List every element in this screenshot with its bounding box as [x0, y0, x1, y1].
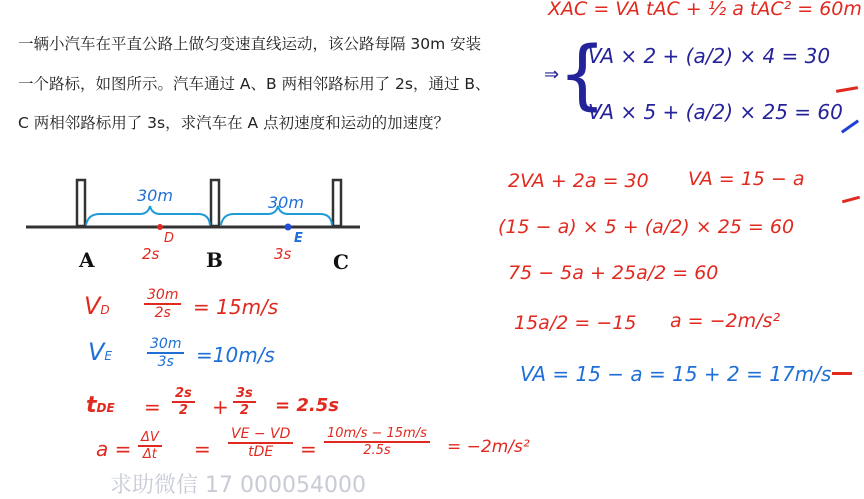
- brace-ab: [86, 206, 210, 225]
- ve-lhs: VE: [88, 338, 113, 366]
- tde-result: = 2.5s: [275, 395, 339, 416]
- label-e: E: [294, 231, 303, 246]
- margin-mark-4: [832, 372, 852, 375]
- tde-fraction-b: $\frac{3s}{2}$: [233, 386, 256, 418]
- post-c: [333, 180, 341, 226]
- tde-fraction-a: $\frac{2s}{2}$: [172, 386, 195, 418]
- ve-result: =10m/s: [196, 343, 275, 367]
- vd-fraction: $\frac{30m}{2s}$: [144, 287, 181, 321]
- accel-equals-2: =: [300, 437, 317, 461]
- point-e: [285, 224, 292, 231]
- system-brace: {: [558, 29, 607, 118]
- label-d: D: [164, 231, 175, 246]
- problem-line-3: C 两相邻路标用了 3s，求汽车在 A 点初速度和运动的加速度？: [18, 114, 450, 132]
- xac-equation: XAC = VA tAC + ½ a tAC² = 60m: [548, 0, 862, 20]
- dist-ab-label: 30m: [137, 186, 173, 205]
- margin-mark-2: [841, 120, 859, 134]
- eq-step-6: 15a/2 = −15: [514, 312, 637, 334]
- margin-mark-1: [836, 86, 858, 93]
- accel-result: = −2m/s²: [447, 437, 530, 457]
- vd-result: = 15m/s: [193, 295, 279, 319]
- label-b: B: [206, 248, 223, 272]
- margin-mark-3: [842, 196, 860, 204]
- tde-lhs: tDE: [86, 393, 115, 418]
- eq-step-3b: VA = 15 − a: [688, 168, 805, 190]
- accel-fraction-3: $\frac{10m/s - 15m/s}{2.5s}$: [324, 426, 430, 458]
- eq-step-4: (15 − a) × 5 + (a/2) × 25 = 60: [498, 216, 795, 238]
- watermark: 求助微信 17 000054000: [110, 473, 366, 498]
- tde-equals: =: [144, 395, 161, 419]
- ve-fraction: $\frac{30m}{3s}$: [147, 336, 184, 370]
- time-e: 3s: [274, 245, 292, 263]
- eq-step-5: 75 − 5a + 25a/2 = 60: [508, 262, 719, 284]
- problem-line-1: 一辆小汽车在平直公路上做匀变速直线运动，该公路每隔 30m 安装: [18, 35, 482, 53]
- point-d: [157, 224, 163, 230]
- accel-fraction-2: VE − VD tDE: [228, 426, 293, 460]
- accel-lhs: a =: [96, 437, 132, 461]
- eq-step-7: VA = 15 − a = 15 + 2 = 17m/s: [520, 362, 832, 386]
- eq-step-6b: a = −2m/s²: [670, 310, 781, 332]
- dist-bc-label: 30m: [268, 193, 304, 212]
- implies-arrow: ⇒: [544, 64, 560, 85]
- problem-line-2: 一个路标，如图所示。汽车通过 A、B 两相邻路标用了 2s，通过 B、: [18, 75, 491, 93]
- label-a: A: [79, 248, 95, 272]
- accel-equals-1: =: [194, 437, 211, 461]
- eq-step-3: 2VA + 2a = 30: [508, 170, 649, 192]
- system-eq-1: VA × 2 + (a/2) × 4 = 30: [588, 44, 831, 68]
- tde-plus: +: [212, 395, 229, 419]
- accel-fraction-1: $\frac{\Delta V}{\Delta t}$: [138, 430, 162, 462]
- vd-lhs: VD: [84, 292, 110, 320]
- post-a: [77, 180, 85, 226]
- label-c: C: [333, 250, 349, 274]
- post-b: [211, 180, 219, 226]
- time-d: 2s: [142, 245, 160, 263]
- system-eq-2: VA × 5 + (a/2) × 25 = 60: [588, 100, 843, 124]
